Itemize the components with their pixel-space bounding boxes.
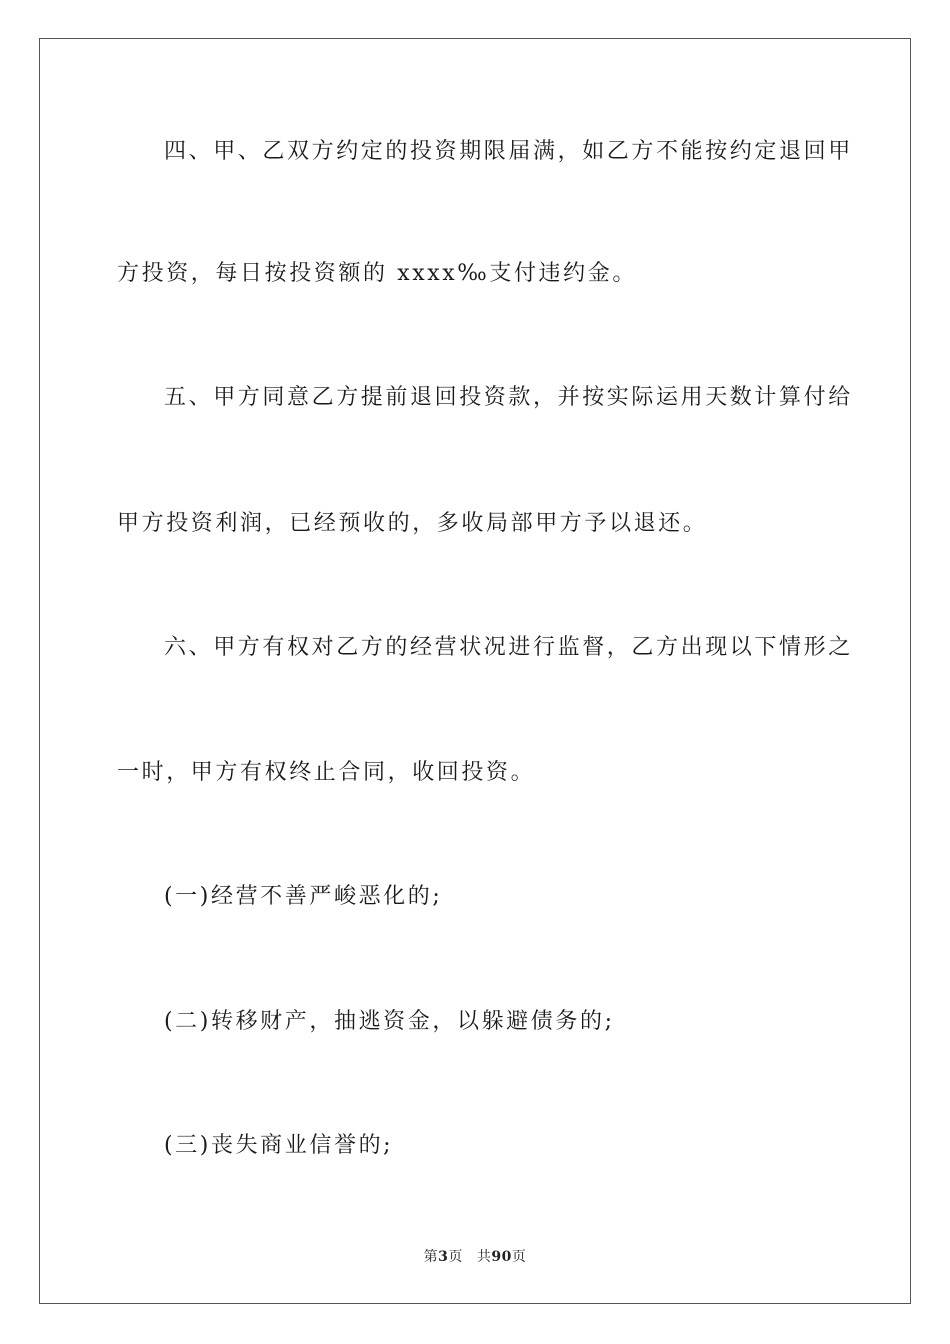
page-number: 3 — [438, 1249, 449, 1265]
paragraph-6-line-1: 六、甲方有权对乙方的经营状况进行监督，乙方出现以下情形之 — [164, 635, 853, 660]
list-item-2: (二)转移财产，抽逃资金，以躲避债务的; — [164, 1009, 615, 1034]
total-pages: 90 — [491, 1249, 512, 1265]
page-border — [39, 38, 911, 1304]
total-suffix: 页 — [511, 1249, 527, 1265]
paragraph-5-line-2: 甲方投资利润，已经预收的，多收局部甲方予以退还。 — [117, 511, 708, 536]
paragraph-4-line-1: 四、甲、乙双方约定的投资期限届满，如乙方不能按约定退回甲 — [164, 139, 853, 164]
total-prefix: 共 — [476, 1249, 492, 1265]
paragraph-4-line-2: 方投资，每日按投资额的 xxxx‰支付违约金。 — [117, 261, 637, 286]
paragraph-6-line-2: 一时，甲方有权终止合同，收回投资。 — [117, 760, 536, 785]
page-prefix: 第 — [423, 1249, 439, 1265]
paragraph-5-line-1: 五、甲方同意乙方提前退回投资款，并按实际运用天数计算付给 — [164, 385, 853, 410]
page-footer — [0, 1247, 950, 1267]
list-item-1: (一)经营不善严峻恶化的; — [164, 884, 443, 909]
list-item-3: (三)丧失商业信誉的; — [164, 1133, 394, 1158]
page-suffix: 页 — [448, 1249, 463, 1265]
